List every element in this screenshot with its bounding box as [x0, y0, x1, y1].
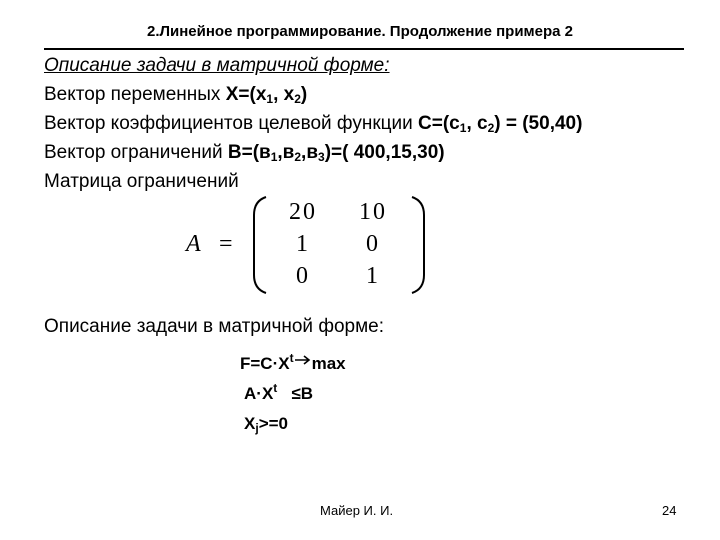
vector-limits-line	[44, 142, 445, 164]
section1-heading: Описание задачи в матричной форме:	[44, 55, 390, 76]
footer-author: Майер И. И.	[320, 503, 394, 518]
matrix-cell: 20	[289, 199, 317, 225]
vector-coefficients-formula: $C=(c_1$, $c_2) = (50,40)$	[418, 113, 583, 135]
vector-limits-label: Вектор ограничений	[44, 142, 228, 163]
vector-limits-formula: $B=(в_1,в_2,в_3)=$( 400,15,30)	[227, 142, 445, 164]
vector-coefficients-label: Вектор коэффициентов целевой функции	[44, 113, 419, 134]
matrix-cell: 0	[296, 263, 310, 289]
objective-function: $F=C\cdot X^t$ max	[240, 351, 346, 373]
arrow-right-icon	[295, 355, 311, 365]
matrix-name: A	[186, 231, 201, 257]
title-divider	[44, 48, 684, 50]
vector-variables-formula: $X=(x_1$, $x_2$)	[225, 84, 308, 106]
constraint-inequality: $A\cdot X^t$ ≤B	[244, 381, 314, 403]
page-number: 24	[662, 503, 677, 518]
section2-heading: Описание задачи в матричной форме:	[44, 316, 384, 337]
vector-coefficients-line	[44, 113, 582, 135]
matrix-cell: 0	[366, 231, 380, 257]
vector-variables-label: Вектор переменных	[44, 84, 226, 105]
matrix-cell: 1	[366, 263, 380, 289]
matrix-cell: 1	[296, 231, 310, 257]
slide-title: 2.Линейное программирование. Продолжение примера 2	[146, 23, 574, 40]
matrix-heading: Матрица ограничений	[44, 171, 239, 192]
matrix-equals: =	[219, 231, 233, 257]
constraint-matrix	[186, 195, 426, 295]
matrix-cell: 10	[359, 199, 387, 225]
vector-variables-line	[44, 84, 307, 106]
nonnegativity-condition: $X_j>=0$	[244, 414, 288, 435]
